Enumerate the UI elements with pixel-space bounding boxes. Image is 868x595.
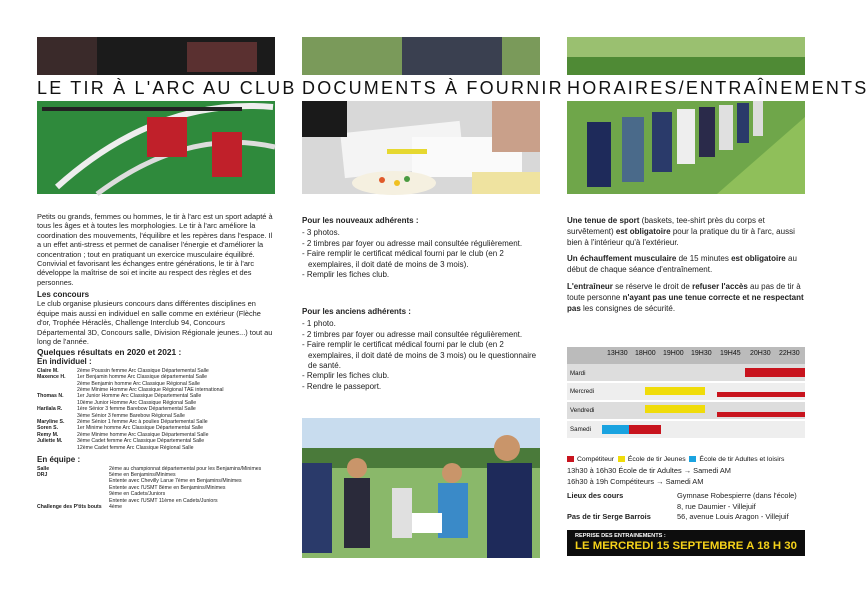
result-name: Juliette M. [37,438,63,445]
echauffement-bold: Un échauffement musculaire [567,254,677,264]
entraineur-bold: L'entraîneur [567,281,613,291]
result-name [37,445,77,451]
concours-section [37,290,275,346]
result-name: Salle [37,465,50,472]
time-label: 19H45 [720,350,741,357]
legend-adultes-label: École de tir Adultes et loisirs [699,456,785,463]
result-value: 2ème au championnat départemental pour les Benjamins/Minimes [109,465,262,472]
result-value: 3ème Cadet femme Arc Classique Départemental Salle [77,438,205,445]
time-label: 13H30 [607,350,628,357]
schedule-row-mardi [567,364,805,383]
legend-competiteur-label: Compétiteur [577,456,615,463]
document-item: - Faire remplir le certificat médical fourni par le club (en 2 exemplaires, il doit daté de moins de 3 mois). [302,249,504,269]
result-value: Entente avec l'USMT 11ème en Cadets/Juniors [109,497,218,504]
old-members-section [302,307,540,392]
tenue-end: pour la pratique du tir à l'arc, aussi bien à l'intérieur qu'à l'extérieur. [567,226,795,247]
result-value: Entente avec Chevilly Larue 7ème en Benjamins/Minimes [109,478,242,485]
result-name: Thomas N. [37,393,64,400]
document-item: - Rendre le passeport. [302,381,382,391]
schedule-row-mercredi [567,383,805,402]
intro-paragraph [37,212,275,287]
result-value: 2ème Poussin femme Arc Classique Départemental Salle [77,367,209,374]
result-name: Maxence H. [37,374,66,381]
result-value: 2ème Minime Homme Arc Classique Régional TAE international [77,387,224,394]
result-name: Maryline S. [37,419,65,426]
pas-de-tir-row [567,512,807,523]
result-value: 1er Junior Homme Arc Classique Départemental Salle [77,393,202,400]
individuel-results [37,368,275,451]
reprise-small: REPRISE DES ENTRAINEMENTS : [575,533,666,539]
time-label: 19H30 [691,350,712,357]
result-name: Soren S. [37,425,59,432]
result-name: Challenge des P'tits bouts [37,503,102,510]
result-value: 4ème [109,503,122,510]
bar-competiteur [745,368,805,377]
echauffement-text: de 15 minutes [676,254,732,264]
result-row [37,445,275,451]
legend-competiteur [567,456,614,463]
time-label: 20H30 [750,350,771,357]
concours-text: Le club organise plusieurs concours dans différentes disciplines en équipe mais aussi en individuel en salle comme en extérieur (Flèche d'or, Trophée Héraclès, Challenge Interclub 94, Concours Départemental 3D, Concours salle, Division Régionale jeunes...) tout au long de l'année. [37,299,273,347]
result-value: 2ème Minime homme Arc Classique Départemental Salle [77,431,209,438]
schedule-legend [567,455,807,465]
result-value: 2ème Benjamin homme Arc Classique Régional Salle [77,380,200,387]
tenue-correcte: n'ayant pas une tenue correcte et ne respectant pas [567,292,804,313]
old-members-title: Pour les anciens adhérents : [302,307,411,316]
time-label: 19H00 [663,350,684,357]
result-value: 10ème Junior Homme Arc Classique Régional Salle [77,399,197,406]
pas-de-tir-value: 56, avenue Louis Aragon - Villejuif [677,512,789,522]
result-value: 1er Minime homme Arc Classique Départemental Salle [77,425,203,432]
day-label: Samedi [570,426,591,433]
entraineur-paragraph [567,282,807,314]
document-item: - Remplir les fiches club. [302,371,390,381]
result-name: Remy M. [37,431,59,438]
archery-bows-photo [37,37,275,194]
bar-competiteur [629,425,661,434]
pas-de-tir-label: Pas de tir Serge Barrois [567,512,651,522]
lieux-block [567,491,807,523]
day-label: Mercredi [570,388,595,395]
result-row [37,504,275,510]
legend-adultes [689,456,784,463]
result-name: Claire M. [37,367,59,374]
red-swatch [567,456,574,462]
schedule-header [567,347,805,364]
schedule-row-vendredi [567,402,805,421]
time-label: 22H30 [779,350,800,357]
old-members-list [302,319,540,392]
schedule-chart [567,347,805,440]
section-title-horaires: HORAIRES/ENTRAÎNEMENTS [567,75,805,101]
bar-competiteur [717,392,805,397]
result-value: 2ème Sénior 1 femme Arc à poulies Départemental Salle [77,419,208,426]
result-value: 5ème en Benjamins/Minimes [109,471,176,478]
bar-competiteur [717,412,805,417]
legend-jeunes-label: École de tir Jeunes [627,456,686,463]
tenue-text: (baskets, tee-shirt près du corps et survêtement) [567,216,765,236]
result-value: 9ème en Cadets/Juniors [109,491,166,498]
result-name: Harilala R. [37,406,63,413]
result-value: Entente avec l'USMT 8ème en Benjamins/Minimes [109,484,226,491]
time-label: 18H00 [635,350,656,357]
new-members-title: Pour les nouveaux adhérents : [302,216,419,225]
lieux-row-2 [567,502,807,513]
tenue-obligatoire: est obligatoire [615,226,671,236]
blue-swatch [689,456,696,462]
result-value: 1er Benjamin homme Arc Classique départemental Salle [77,374,208,381]
bar-adultes [602,425,629,434]
reprise-banner [567,530,805,556]
reprise-big: LE MERCREDI 15 SEPTEMBRE A 18 H 30 [575,540,797,552]
rules-text [567,216,807,314]
document-item: - 2 timbres par foyer ou adresse mail consultée régulièrement. [302,329,523,339]
entraineur-text2: au pas de tir à toute personne [567,281,801,302]
document-item: - 3 photos. [302,228,340,238]
lieux-value-1: Gymnase Robespierre (dans l'école) [677,491,797,500]
result-value: 3ème Sénior 3 femme Barebow Régional Salle [77,412,185,419]
tenue-bold: Une tenue de sport [567,216,640,225]
echauffement-obligatoire: est obligatoire [731,254,786,264]
bar-jeunes [645,387,705,395]
concours-title: Les concours [37,290,90,299]
document-item: - 1 photo. [302,319,336,329]
lieux-label: Lieux des cours [567,491,624,500]
new-members-section [302,216,540,280]
section-title-tir-arc: LE TIR À L'ARC AU CLUB [37,75,275,101]
results-title: Quelques résultats en 2020 et 2021 : [37,347,182,357]
intro-text: Petits ou grands, femmes ou hommes, le tir à l'arc est un sport adapté à tous les âges et à toutes les morphologies. Le tir à l'arc améliore la coordination des mouvements, l'équilibre et les repères dans l'espace. Il a un effet anti-stress et permet de canaliser l'énergie et d'améliorer la concentration ; tout en pratiquant un exercice musculaire équilibré. Convivial et favorisant les échanges entre générations, le tir à l'arc développe la maîtrise de soi et incite au respect des règles et des personnes. [37,212,273,287]
documents-photo [302,37,540,194]
document-item: - Faire remplir le certificat médical fourni par le club (en 2 exemplaires, il doit daté de moins de 3 mois) ou le questionnaire de santé. [302,340,537,371]
equipe-results [37,466,275,511]
lieux-value-2: 8, rue Daumier - Villejuif [677,501,756,511]
result-name: DRJ [37,471,48,478]
result-value: 12ème Cadet femme Arc Classique Régional Salle [77,444,194,451]
training-line-photo [567,37,805,194]
section-title-documents: DOCUMENTS À FOURNIR [302,75,540,101]
tenue-paragraph [567,216,807,248]
lieux-row [567,491,807,502]
samedi-info [567,466,807,487]
young-archers-photo [302,418,540,558]
result-value: 1ère Sénior 3 femme Barebow Départemental Salle [77,406,196,413]
individuel-title: En individuel : [37,357,92,367]
yellow-swatch [618,456,625,462]
bar-jeunes [645,405,705,413]
echauffement-paragraph [567,254,807,276]
equipe-title: En équipe : [37,455,81,465]
echauffement-end: au début de chaque séance d'entraînement. [567,254,797,275]
schedule-row-samedi [567,421,805,440]
legend-jeunes [618,456,686,463]
line-competiteurs: 16h30 à 19h Compétiteurs → Samedi AM [567,476,704,486]
new-members-list [302,228,540,280]
refuser-acces: refuser l'accès [692,281,748,291]
entraineur-text: se réserve le droit de [612,281,693,291]
document-item: - Remplir les fiches club. [302,270,390,280]
document-item: - 2 timbres par foyer ou adresse mail consultée régulièrement. [302,238,523,248]
line-ecole-adultes: 13h30 à 16h30 École de tir Adultes → Samedi AM [567,466,731,475]
results-section [37,347,275,510]
day-label: Vendredi [570,407,595,414]
entraineur-end: les consignes de sécurité. [580,303,676,313]
day-label: Mardi [570,370,586,377]
